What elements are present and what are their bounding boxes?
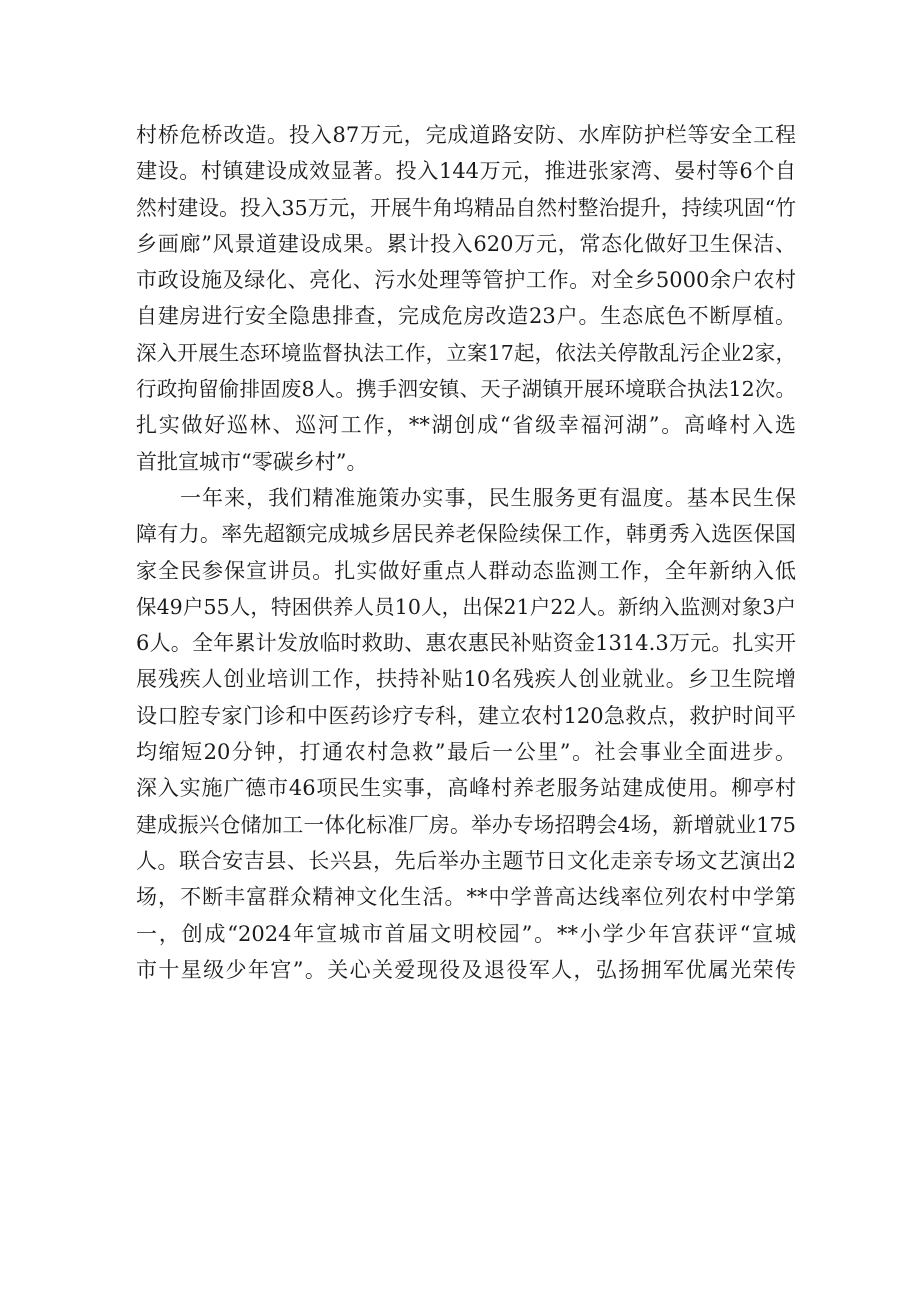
text-line: 一，创成“2024年宣城市首届文明校园”。**小学少年宫获评“宣城 [136,921,796,946]
text-line: 市十星级少年宫”。关心关爱现役及退役军人，弘扬拥军优属光荣传 [136,957,796,982]
text-line: 市政设施及绿化、亮化、污水处理等管护工作。对全乡5000余户农村 [136,268,796,293]
text-line: 建设。村镇建设成效显著。投入144万元，推进张家湾、晏村等6个自 [136,159,796,184]
text-line: 保49户55人，特困供养人员10人，出保21户22人。新纳入监测对象3户 [136,594,796,619]
text-line: 均缩短20分钟，打通农村急救”最后一公里”。社会事业全面进步。 [136,740,796,765]
text-line: 深入实施广德市46项民生实事，高峰村养老服务站建成使用。柳亭村 [136,776,796,801]
text-line: 设口腔专家门诊和中医药诊疗专科，建立农村120急救点，救护时间平 [136,703,796,728]
text-line: 乡画廊”风景道建设成果。累计投入620万元，常态化做好卫生保洁、 [136,231,796,256]
text-line: 行政拘留偷排固废8人。携手泗安镇、天子湖镇开展环境联合执法12次。 [136,377,796,402]
text-line: 自建房进行安全隐患排查，完成危房改造23户。生态底色不断厚植。 [136,304,796,329]
text-line: 扎实做好巡林、巡河工作，**湖创成“省级幸福河湖”。高峰村入选 [136,413,796,438]
text-line: 一年来，我们精准施策办实事，民生服务更有温度。基本民生保 [180,485,796,510]
text-line: 然村建设。投入35万元，开展牛角坞精品自然村整治提升，持续巩固“竹 [136,195,796,220]
text-line: 障有力。率先超额完成城乡居民养老保险续保工作，韩勇秀入选医保国 [136,522,796,547]
text-line: 深入开展生态环境监督执法工作，立案17起，依法关停散乱污企业2家， [136,340,796,365]
text-line: 家全民参保宣讲员。扎实做好重点人群动态监测工作，全年新纳入低 [136,558,796,583]
text-line: 场，不断丰富群众精神文化生活。**中学普高达线率位列农村中学第 [136,885,796,910]
text-line: 6人。全年累计发放临时救助、惠农惠民补贴资金1314.3万元。扎实开 [136,631,796,656]
text-line: 人。联合安吉县、长兴县，先后举办主题节日文化走亲专场文艺演出2 [136,848,796,873]
text-line: 首批宣城市“零碳乡村”。 [136,449,368,474]
text-line: 展残疾人创业培训工作，扶持补贴10名残疾人创业就业。乡卫生院增 [136,667,796,692]
text-line: 建成振兴仓储加工一体化标准厂房。举办专场招聘会4场，新增就业175 [136,812,796,837]
body-text [136,117,796,988]
text-line: 村桥危桥改造。投入87万元，完成道路安防、水库防护栏等安全工程 [136,123,796,147]
